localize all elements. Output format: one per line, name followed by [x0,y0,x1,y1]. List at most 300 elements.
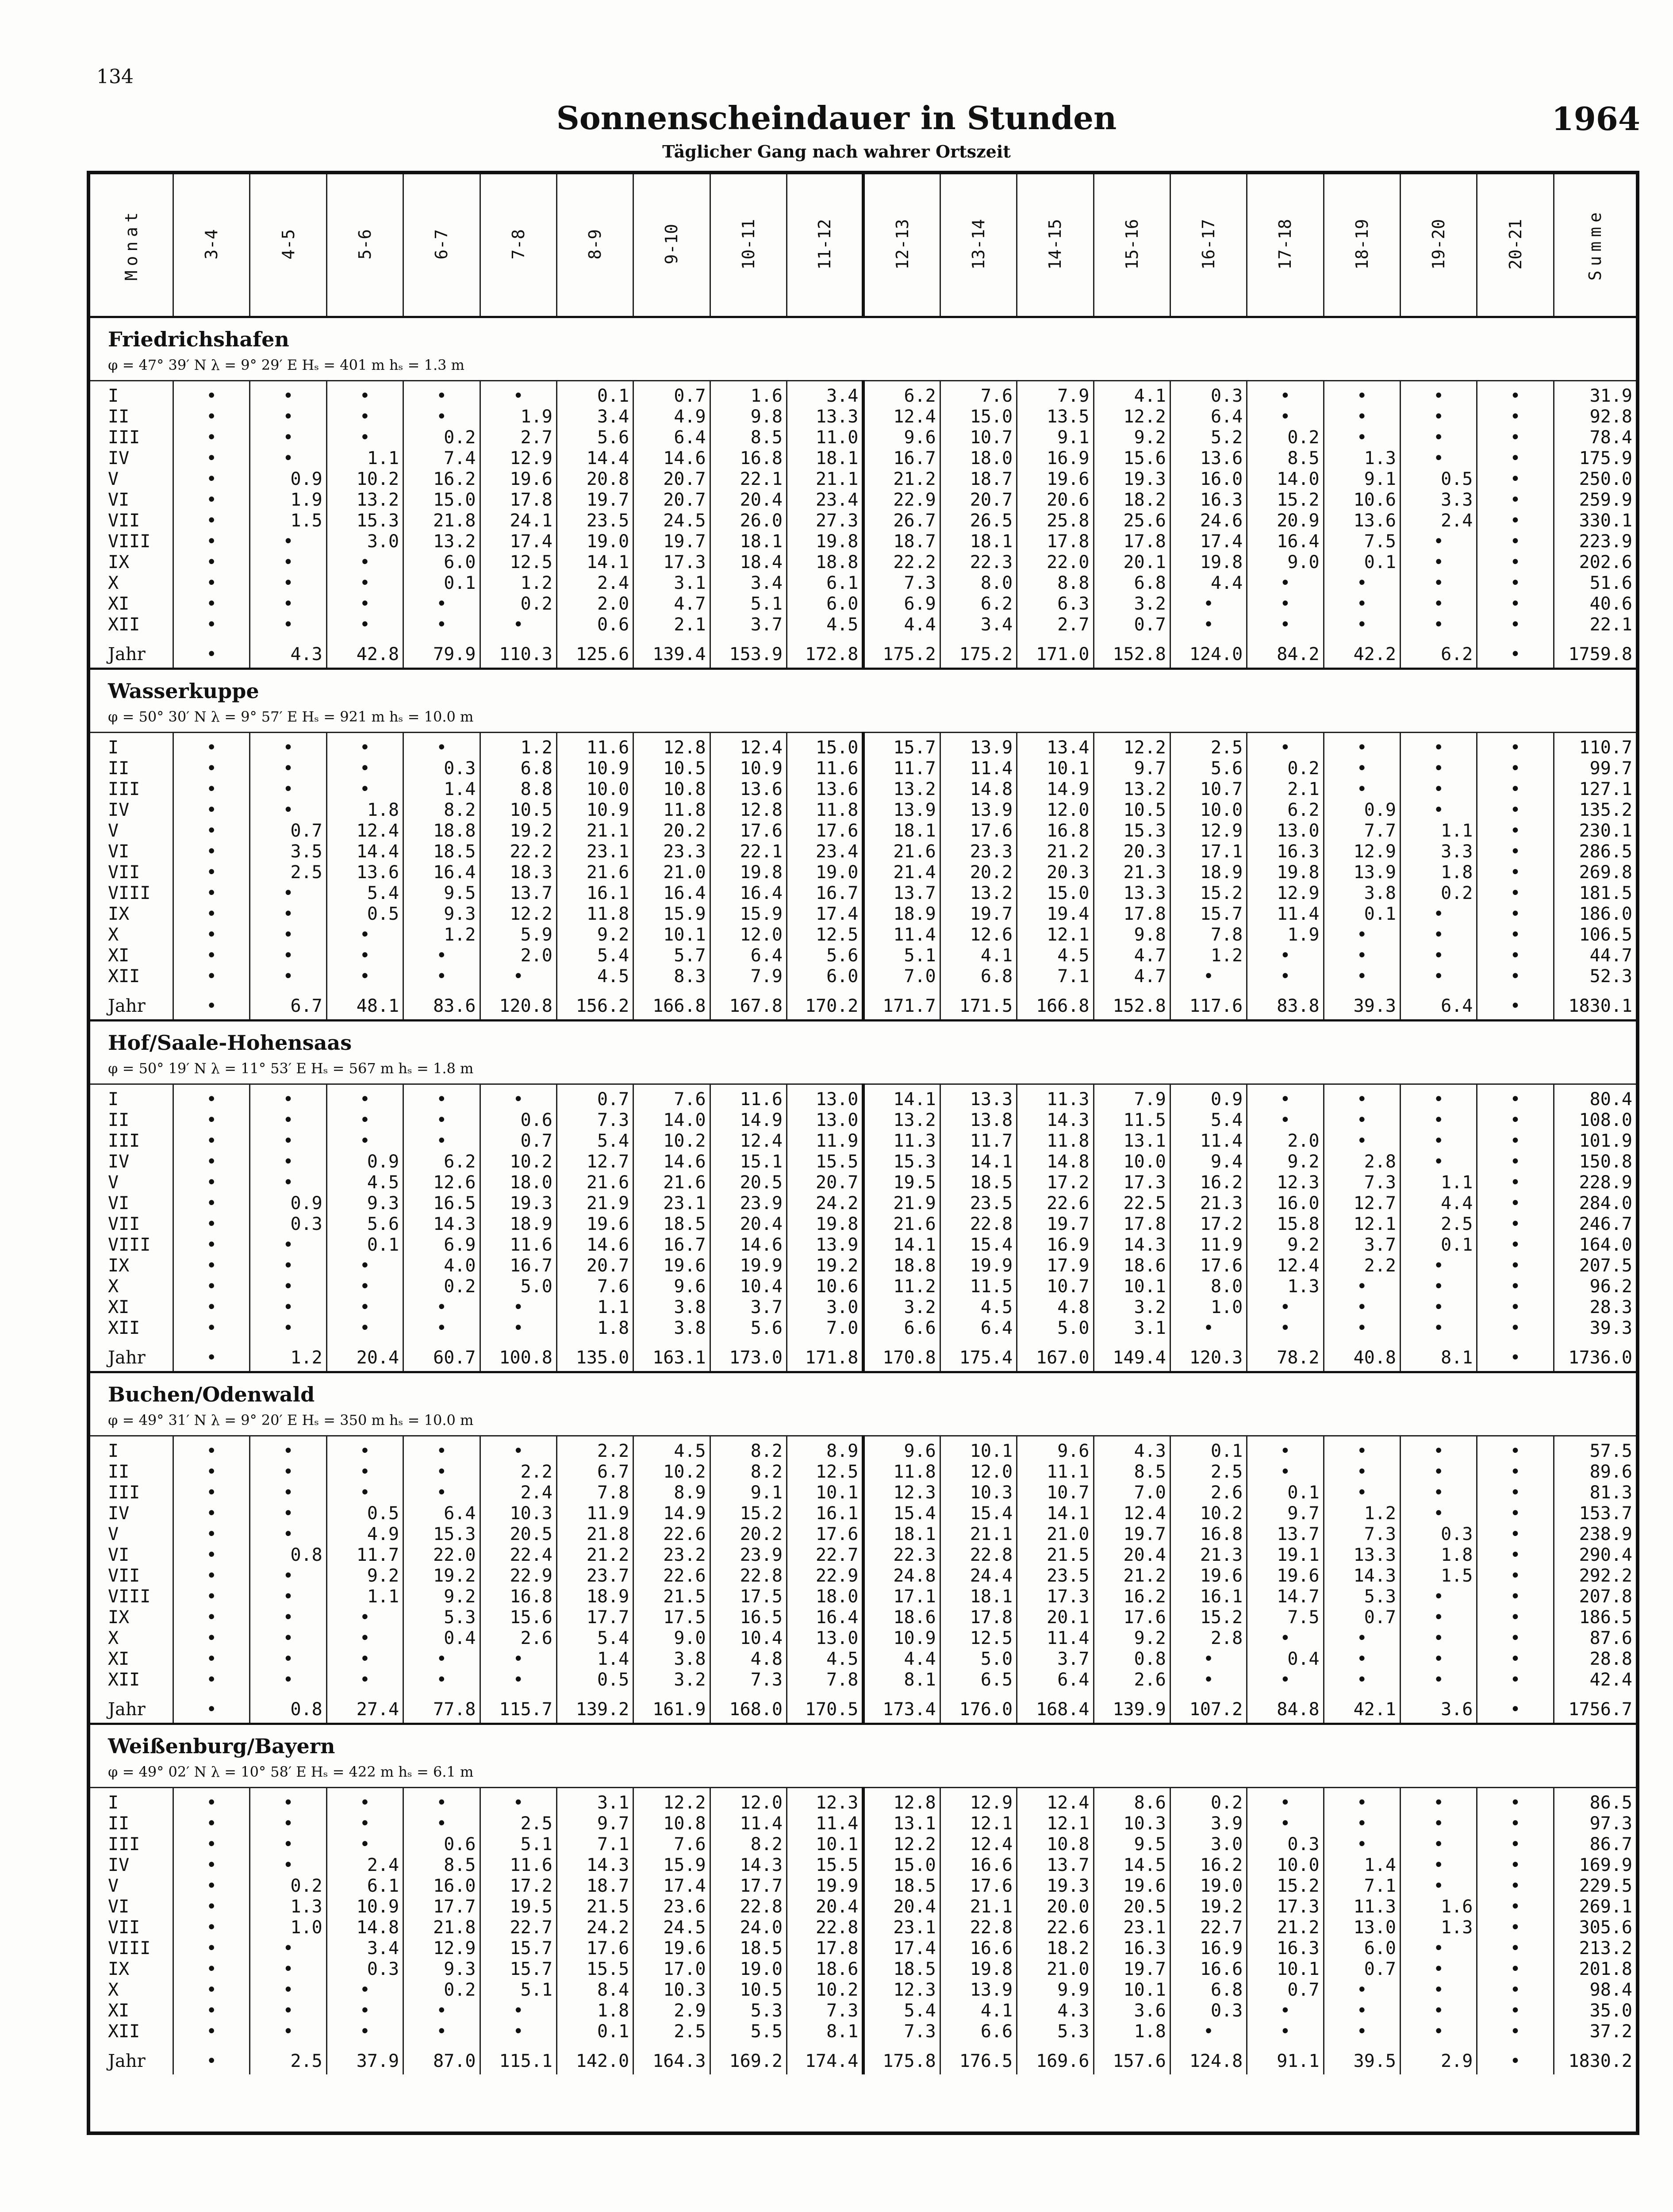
value-cell: 16.4 [633,883,710,904]
value-cell: 14.9 [1017,779,1094,800]
value-cell: 12.9 [1324,841,1400,862]
value-cell: 5.1 [863,945,940,966]
value-cell: 18.1 [710,531,787,552]
value-cell: • [173,1256,250,1276]
value-cell: 91.1 [1247,2042,1324,2074]
value-cell: 0.1 [1247,1482,1324,1503]
month-cell: VIII [108,1938,151,1959]
value-cell: • [250,1649,326,1670]
value-cell: 20.4 [863,1897,940,1917]
value-cell: 8.5 [1247,448,1324,469]
value-cell: • [173,862,250,883]
value-cell: • [173,1959,250,1980]
column-header-label: 14-15 [1045,219,1065,270]
month-row [90,1318,1636,1339]
value-cell: 2.5 [250,862,326,883]
value-cell: • [1324,925,1400,945]
value-cell: 0.9 [326,1152,403,1172]
value-cell: • [250,1586,326,1607]
value-cell: 16.1 [1170,1586,1247,1607]
value-cell: 4.1 [940,2001,1017,2021]
value-cell: 17.4 [633,1876,710,1897]
value-cell: • [1247,945,1324,966]
value-cell: 12.4 [710,1131,787,1152]
value-cell: 18.5 [863,1959,940,1980]
value-cell: • [326,594,403,614]
value-cell: • [1401,1834,1477,1855]
value-cell: 15.3 [403,1524,480,1545]
value-cell: • [1477,758,1554,779]
value-cell: • [173,1788,250,1814]
value-cell: 9.8 [710,407,787,427]
value-cell: 2.5 [250,2042,326,2074]
value-cell: • [1401,904,1477,925]
value-cell: • [250,1084,326,1110]
value-cell: 20.7 [633,490,710,511]
value-cell: 186.5 [1554,1607,1636,1628]
value-cell: 2.5 [1170,733,1247,759]
value-cell: • [1324,427,1400,448]
value-cell: • [1477,1788,1554,1814]
value-cell: 7.1 [1017,966,1094,987]
value-cell: • [1324,407,1400,427]
value-cell: 16.2 [1094,1586,1170,1607]
value-cell: 10.2 [480,1152,556,1172]
value-cell: 1.8 [556,1318,633,1339]
value-cell: 14.3 [1324,1566,1400,1586]
value-cell: 19.0 [556,531,633,552]
value-cell: 10.3 [940,1482,1017,1503]
value-cell: • [250,925,326,945]
value-cell: • [250,531,326,552]
value-cell: • [173,1690,250,1724]
value-cell: 23.7 [556,1566,633,1586]
value-cell: 10.2 [326,469,403,490]
month-row [90,1938,1636,1959]
value-cell: • [1401,531,1477,552]
value-cell: • [1477,1503,1554,1524]
value-cell: 21.6 [633,1172,710,1193]
value-cell: 4.5 [326,1172,403,1193]
value-cell: • [480,966,556,987]
value-cell: 10.1 [1247,1959,1324,1980]
value-cell: 156.2 [556,987,633,1021]
month-row [90,1152,1636,1172]
value-cell: 13.3 [1324,1545,1400,1566]
value-cell: • [173,1235,250,1256]
column-header [250,174,326,317]
value-cell: 21.8 [403,1917,480,1938]
value-cell: 18.5 [940,1172,1017,1193]
value-cell: • [173,1876,250,1897]
value-cell: • [1477,1256,1554,1276]
value-cell: • [173,1628,250,1649]
value-cell: • [1477,945,1554,966]
value-cell: • [326,407,403,427]
value-cell: 0.8 [250,1545,326,1566]
value-cell: • [326,1276,403,1297]
value-cell: 3.4 [556,407,633,427]
value-cell: 0.1 [1170,1436,1247,1462]
value-cell: 16.9 [1017,1235,1094,1256]
value-cell: 22.2 [480,841,556,862]
value-cell: 164.3 [633,2042,710,2074]
column-header [1401,174,1477,317]
value-cell: 14.6 [633,1152,710,1172]
value-cell: 10.1 [1017,758,1094,779]
column-header-label: 15-16 [1122,219,1142,270]
value-cell: 5.9 [480,925,556,945]
value-cell: 15.0 [787,733,863,759]
value-cell: • [1247,966,1324,987]
value-cell: 7.3 [863,2021,940,2042]
value-cell: 9.2 [403,1586,480,1607]
value-cell: 99.7 [1554,758,1636,779]
value-cell: 86.7 [1554,1834,1636,1855]
value-cell: • [173,1193,250,1214]
value-cell: 6.2 [1401,635,1477,669]
value-cell: 9.3 [326,1193,403,1214]
value-cell: 21.0 [633,862,710,883]
value-cell: 11.8 [633,800,710,821]
value-cell: 11.4 [1170,1131,1247,1152]
value-cell: 0.2 [403,427,480,448]
value-cell: 8.8 [1017,573,1094,594]
value-cell: • [326,1980,403,2001]
value-cell: • [1247,1084,1324,1110]
value-cell: 22.5 [1094,1193,1170,1214]
value-cell: • [1477,552,1554,573]
value-cell: 17.1 [1170,841,1247,862]
value-cell: • [173,1897,250,1917]
value-cell: 9.9 [1017,1980,1094,2001]
value-cell: 1.3 [1401,1917,1477,1938]
value-cell: 305.6 [1554,1917,1636,1938]
value-cell: 19.6 [1094,1876,1170,1897]
station-name-row [90,317,1636,354]
value-cell: 7.0 [1094,1482,1170,1503]
value-cell: 20.4 [1094,1545,1170,1566]
value-cell: 10.5 [633,758,710,779]
month-cell: I [108,737,119,758]
value-cell: • [173,1462,250,1482]
value-cell: 15.0 [940,407,1017,427]
value-cell: • [1477,511,1554,531]
value-cell: • [173,733,250,759]
value-cell: 19.1 [1247,1545,1324,1566]
value-cell: 18.7 [863,531,940,552]
value-cell: 16.2 [1170,1172,1247,1193]
value-cell: 18.6 [1094,1256,1170,1276]
value-cell: 13.6 [326,862,403,883]
value-cell: 19.6 [1017,469,1094,490]
value-cell: 10.7 [1017,1276,1094,1297]
value-cell: 0.7 [1247,1980,1324,2001]
value-cell: 101.9 [1554,1131,1636,1152]
month-cell: Jahr [108,644,146,664]
value-cell: • [1477,1917,1554,1938]
value-cell: 16.4 [403,862,480,883]
value-cell: • [173,1938,250,1959]
value-cell: 48.1 [326,987,403,1021]
value-cell: 5.6 [1170,758,1247,779]
value-cell: • [1401,573,1477,594]
value-cell: 10.0 [1170,800,1247,821]
value-cell: 115.1 [480,2042,556,2074]
value-cell: 16.4 [1247,531,1324,552]
value-cell: 26.5 [940,511,1017,531]
value-cell: 10.7 [940,427,1017,448]
month-cell: VII [108,511,140,531]
value-cell: 40.8 [1324,1339,1400,1372]
value-cell: • [1477,1690,1554,1724]
value-cell: 175.2 [940,635,1017,669]
value-cell: 21.3 [1094,862,1170,883]
value-cell: 19.9 [940,1256,1017,1276]
value-cell: 17.6 [940,821,1017,841]
value-cell: 166.8 [633,987,710,1021]
value-cell: 19.3 [1017,1876,1094,1897]
value-cell: 22.6 [1017,1193,1094,1214]
value-cell: • [1477,381,1554,407]
month-cell: VI [108,1545,130,1565]
value-cell: 3.4 [326,1938,403,1959]
value-cell: 4.3 [1017,2001,1094,2021]
month-row [90,1566,1636,1586]
value-cell: • [250,800,326,821]
value-cell: 106.5 [1554,925,1636,945]
month-row [90,758,1636,779]
value-cell: 11.7 [326,1545,403,1566]
value-cell: 167.8 [710,987,787,1021]
value-cell: 23.1 [1094,1917,1170,1938]
month-row [90,1172,1636,1193]
value-cell: 1.8 [1401,1545,1477,1566]
value-cell: 1.1 [326,1586,403,1607]
value-cell: 110.3 [480,635,556,669]
value-cell: 78.2 [1247,1339,1324,1372]
value-cell: • [173,1318,250,1339]
value-cell: • [173,1339,250,1372]
value-cell: • [1477,1586,1554,1607]
column-header [90,174,173,317]
value-cell: 17.7 [403,1897,480,1917]
value-cell: 20.4 [787,1897,863,1917]
value-cell: • [1170,1318,1247,1339]
month-row [90,1607,1636,1628]
month-cell: X [108,1980,119,2000]
value-cell: 4.0 [403,1256,480,1276]
value-cell: 10.1 [787,1834,863,1855]
value-cell: 259.9 [1554,490,1636,511]
value-cell: 15.4 [863,1503,940,1524]
value-cell: 24.2 [787,1193,863,1214]
value-cell: 1.0 [1170,1297,1247,1318]
value-cell: 153.7 [1554,1503,1636,1524]
month-row [90,1897,1636,1917]
value-cell: 10.1 [633,925,710,945]
value-cell: 84.2 [1247,635,1324,669]
value-cell: • [1477,1897,1554,1917]
value-cell: 0.9 [250,1193,326,1214]
value-cell: • [326,1256,403,1276]
value-cell: 21.1 [787,469,863,490]
value-cell: 0.8 [250,1690,326,1724]
month-row [90,490,1636,511]
value-cell: 170.8 [863,1339,940,1372]
value-cell: 14.6 [710,1235,787,1256]
value-cell: 16.8 [480,1586,556,1607]
month-cell: VI [108,1897,130,1917]
month-row [90,1980,1636,2001]
value-cell: 108.0 [1554,1110,1636,1131]
value-cell: 12.4 [710,733,787,759]
value-cell: 16.8 [1017,821,1094,841]
value-cell: • [173,1980,250,2001]
value-cell: • [403,1436,480,1462]
value-cell: • [1401,1110,1477,1131]
value-cell: • [1477,1876,1554,1897]
value-cell: • [1401,427,1477,448]
value-cell: 17.8 [1094,904,1170,925]
value-cell: • [403,945,480,966]
value-cell: 18.2 [1094,490,1170,511]
value-cell: 4.7 [1094,945,1170,966]
month-cell: IV [108,800,130,820]
value-cell: 3.5 [250,841,326,862]
value-cell: 6.3 [1017,594,1094,614]
value-cell: • [1324,945,1400,966]
value-cell: • [250,883,326,904]
value-cell: 11.6 [787,758,863,779]
value-cell: 3.7 [710,1297,787,1318]
value-cell: 3.6 [1401,1690,1477,1724]
value-cell: 13.8 [940,1110,1017,1131]
value-cell: • [1247,2001,1324,2021]
value-cell: 18.9 [1170,862,1247,883]
value-cell: 17.1 [863,1586,940,1607]
value-cell: 20.8 [556,469,633,490]
value-cell: 175.2 [863,635,940,669]
value-cell: • [1401,1959,1477,1980]
value-cell: 11.2 [863,1276,940,1297]
month-row [90,469,1636,490]
value-cell: • [1477,987,1554,1021]
value-cell: 26.0 [710,511,787,531]
value-cell: • [250,1670,326,1690]
month-row [90,966,1636,987]
value-cell: 13.9 [1324,862,1400,883]
value-cell: • [1477,841,1554,862]
value-cell: 19.6 [1170,1566,1247,1586]
month-row [90,862,1636,883]
month-cell: IX [108,1256,130,1276]
value-cell: 11.3 [863,1131,940,1152]
station-name-row [90,1724,1636,1761]
value-cell: 2.0 [480,945,556,966]
value-cell: 16.2 [403,469,480,490]
value-cell: 18.8 [403,821,480,841]
value-cell: 16.7 [787,883,863,904]
value-cell: 3.8 [633,1649,710,1670]
value-cell: 6.2 [1247,800,1324,821]
value-cell: • [1477,1276,1554,1297]
value-cell: 10.0 [556,779,633,800]
value-cell: • [173,531,250,552]
value-cell: 223.9 [1554,531,1636,552]
value-cell: 12.2 [1094,407,1170,427]
value-cell: 12.0 [940,1462,1017,1482]
value-cell: 12.3 [1247,1172,1324,1193]
value-cell: 13.9 [787,1235,863,1256]
value-cell: 13.6 [1170,448,1247,469]
value-cell: • [1477,2042,1554,2074]
value-cell: • [173,1436,250,1462]
month-cell: III [108,1131,140,1151]
value-cell: 4.5 [940,1297,1017,1318]
value-cell: 22.2 [863,552,940,573]
value-cell: 12.4 [1247,1256,1324,1276]
value-cell: • [250,427,326,448]
value-cell: • [1170,614,1247,635]
month-cell: VIII [108,1586,151,1607]
column-header [1247,174,1324,317]
value-cell: 1759.8 [1554,635,1636,669]
value-cell: 96.2 [1554,1276,1636,1297]
value-cell: 5.4 [556,945,633,966]
value-cell: 12.9 [1247,883,1324,904]
value-cell: 0.1 [403,573,480,594]
value-cell: • [173,635,250,669]
value-cell: 17.8 [940,1607,1017,1628]
month-cell: I [108,1441,119,1461]
month-row [90,883,1636,904]
value-cell: • [326,1670,403,1690]
value-cell: • [1477,966,1554,987]
value-cell: • [1324,1297,1400,1318]
value-cell: 0.3 [1401,1524,1477,1545]
value-cell: 3.2 [1094,594,1170,614]
value-cell: • [403,407,480,427]
value-cell: 24.5 [633,1917,710,1938]
value-cell: • [403,1670,480,1690]
value-cell: 2.4 [1401,511,1477,531]
month-row [90,1193,1636,1214]
value-cell: 13.2 [326,490,403,511]
value-cell: • [1477,733,1554,759]
value-cell: 28.8 [1554,1649,1636,1670]
month-cell: II [108,758,130,779]
column-header [326,174,403,317]
value-cell: 13.2 [1094,779,1170,800]
value-cell: 5.6 [326,1214,403,1235]
value-cell: • [326,966,403,987]
column-header-label: 6-7 [432,229,452,260]
value-cell: 22.7 [787,1545,863,1566]
value-cell: 7.4 [403,448,480,469]
month-row [90,1436,1636,1462]
value-cell: 213.2 [1554,1938,1636,1959]
value-cell: 20.4 [326,1339,403,1372]
value-cell: • [1324,573,1400,594]
value-cell: • [250,1980,326,2001]
value-cell: 9.2 [556,925,633,945]
column-header [1324,174,1400,317]
value-cell: 23.4 [787,490,863,511]
value-cell: • [326,1788,403,1814]
value-cell: 9.5 [1094,1834,1170,1855]
value-cell: 139.2 [556,1690,633,1724]
